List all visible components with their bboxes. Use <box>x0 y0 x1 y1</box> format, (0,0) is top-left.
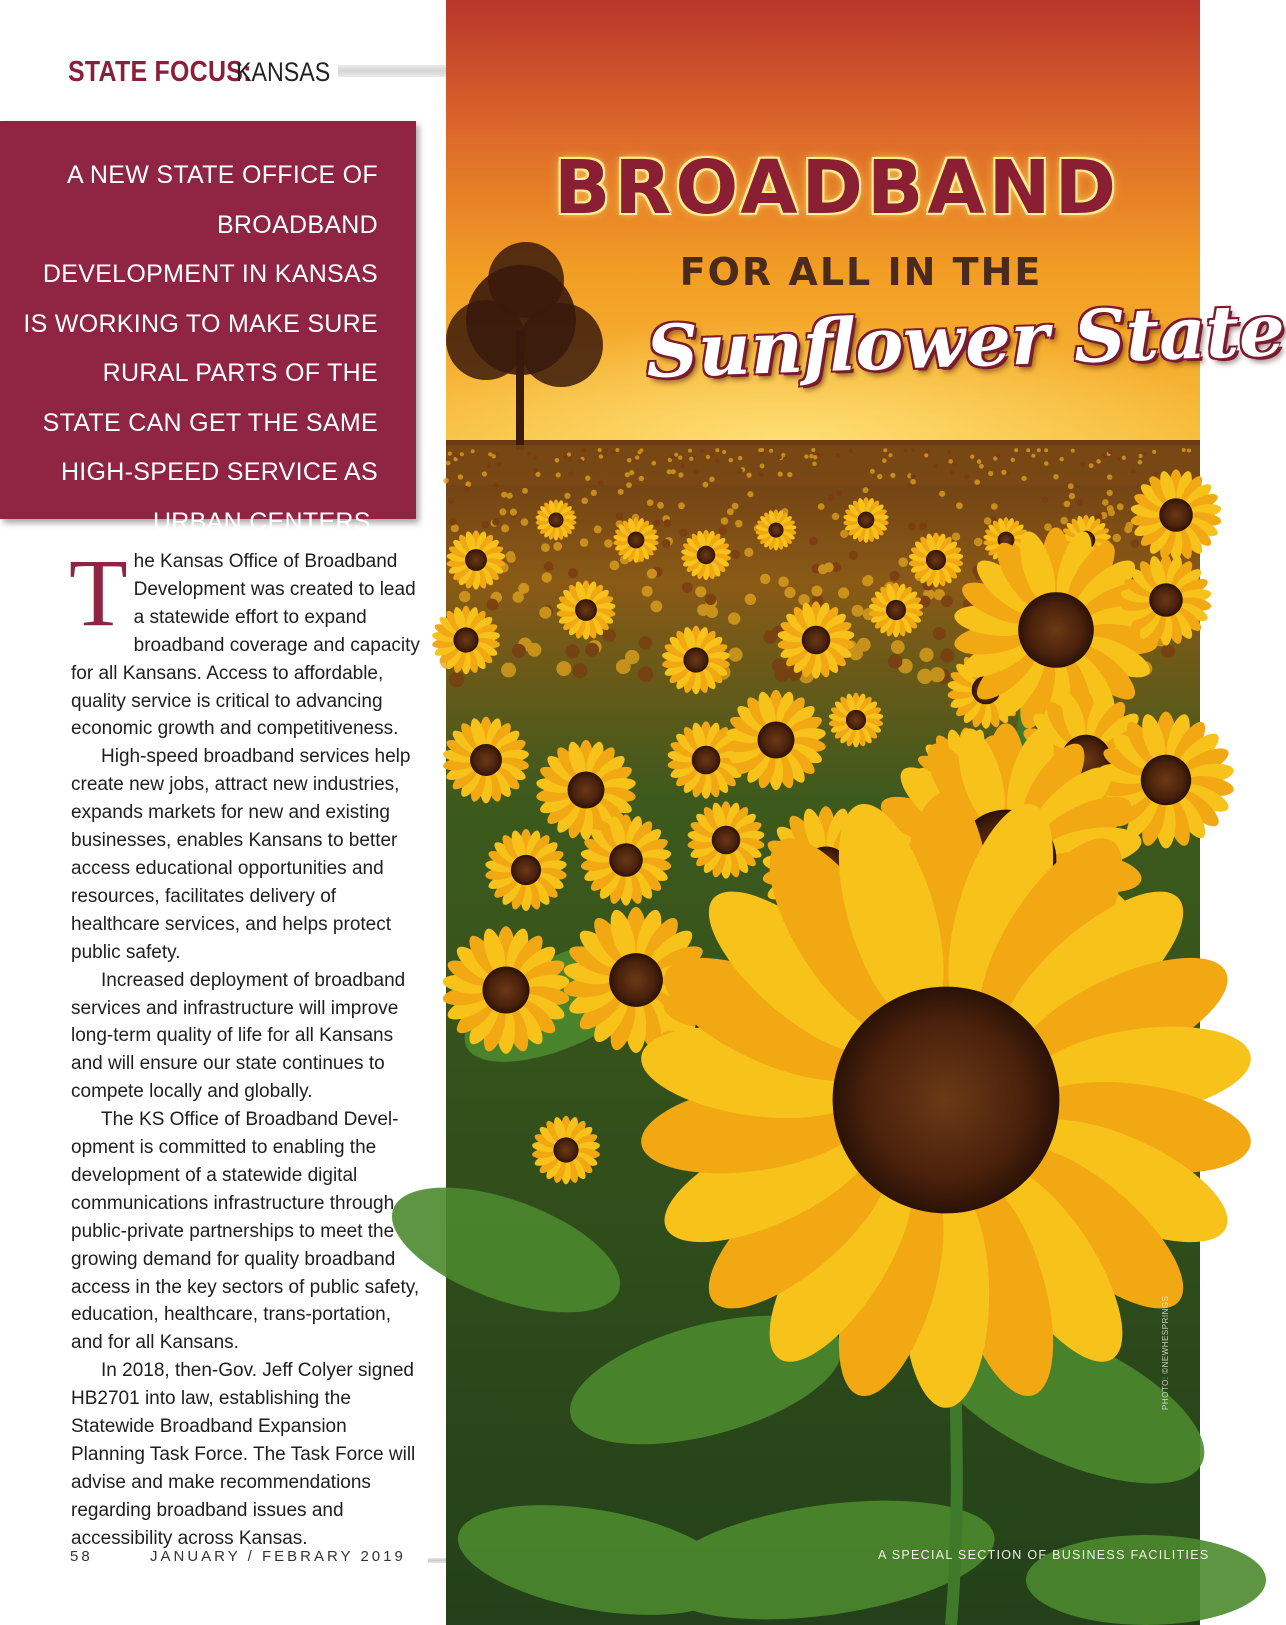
drop-cap: T <box>69 539 128 646</box>
state-name: KANSAS <box>236 56 331 87</box>
sunflower-field-illustration <box>446 0 1200 1625</box>
photo-credit: PHOTO: ©NEWHESPRINGS <box>1161 1295 1170 1410</box>
pull-quote-box <box>0 121 416 536</box>
issue-date: JANUARY / FEBRARY 2019 <box>150 1548 406 1565</box>
article-paragraph <box>69 539 425 743</box>
pull-quote-text: A NEW STATE OFFICE OF BROADBAND DEVELOPMENT IN KANSAS IS WORKING TO MAKE SURE RURAL PARTS OF THE STATE CAN GET THE SAME HIGH-SPEED SERVICE AS URBAN CENTERS. <box>23 161 378 536</box>
paragraph-text: he Kansas Office of Broadband Development was created to lead a statewide effort to expand broadband coverage and capacity for all Kansans. Access to affordable, quality service is critical to advancing economic growth and competitiveness. <box>71 551 420 740</box>
title-subline: FOR ALL IN THE <box>679 250 1043 294</box>
article-body <box>69 539 425 1553</box>
sunflower-field-photo <box>446 0 1286 1625</box>
article-paragraph: The KS Office of Broadband Devel-opment is committed to enabling the development of a statewide digital communications infrastructure through public-private partnerships to meet the growing demand for quality broadband access in the key sectors of public safety, education, healthcare, trans-portation, and for all Kansans. <box>71 1109 420 1354</box>
article-paragraph: In 2018, then-Gov. Jeff Colyer signed HB2701 into law, establishing the Statewide Broadband Expansion Planning Task Force. The Task Force will advise and make recommendations regarding broadband issues and accessibility across Kansas. <box>71 1360 416 1549</box>
page-footer <box>70 1548 406 1565</box>
article-paragraph: Increased deployment of broadband services and infrastructure will improve long-term quality of life for all Kansans and will ensure our state continues to compete locally and globally. <box>71 969 406 1103</box>
page-number: 58 <box>70 1548 93 1565</box>
article-paragraph: High-speed broadband services help create new jobs, attract new industries, expands markets for new and existing businesses, enables Kansans to better access educational opportunities and resources, facilitates delivery of healthcare services, and helps protect public safety. <box>71 746 411 963</box>
title-broadband: BROADBAND <box>553 145 1121 231</box>
title-script: Sunflower State <box>644 286 1286 395</box>
section-label: STATE FOCUS: <box>68 55 252 88</box>
publication-credit: A SPECIAL SECTION OF BUSINESS FACILITIES <box>878 1548 1210 1562</box>
section-header <box>68 52 346 92</box>
